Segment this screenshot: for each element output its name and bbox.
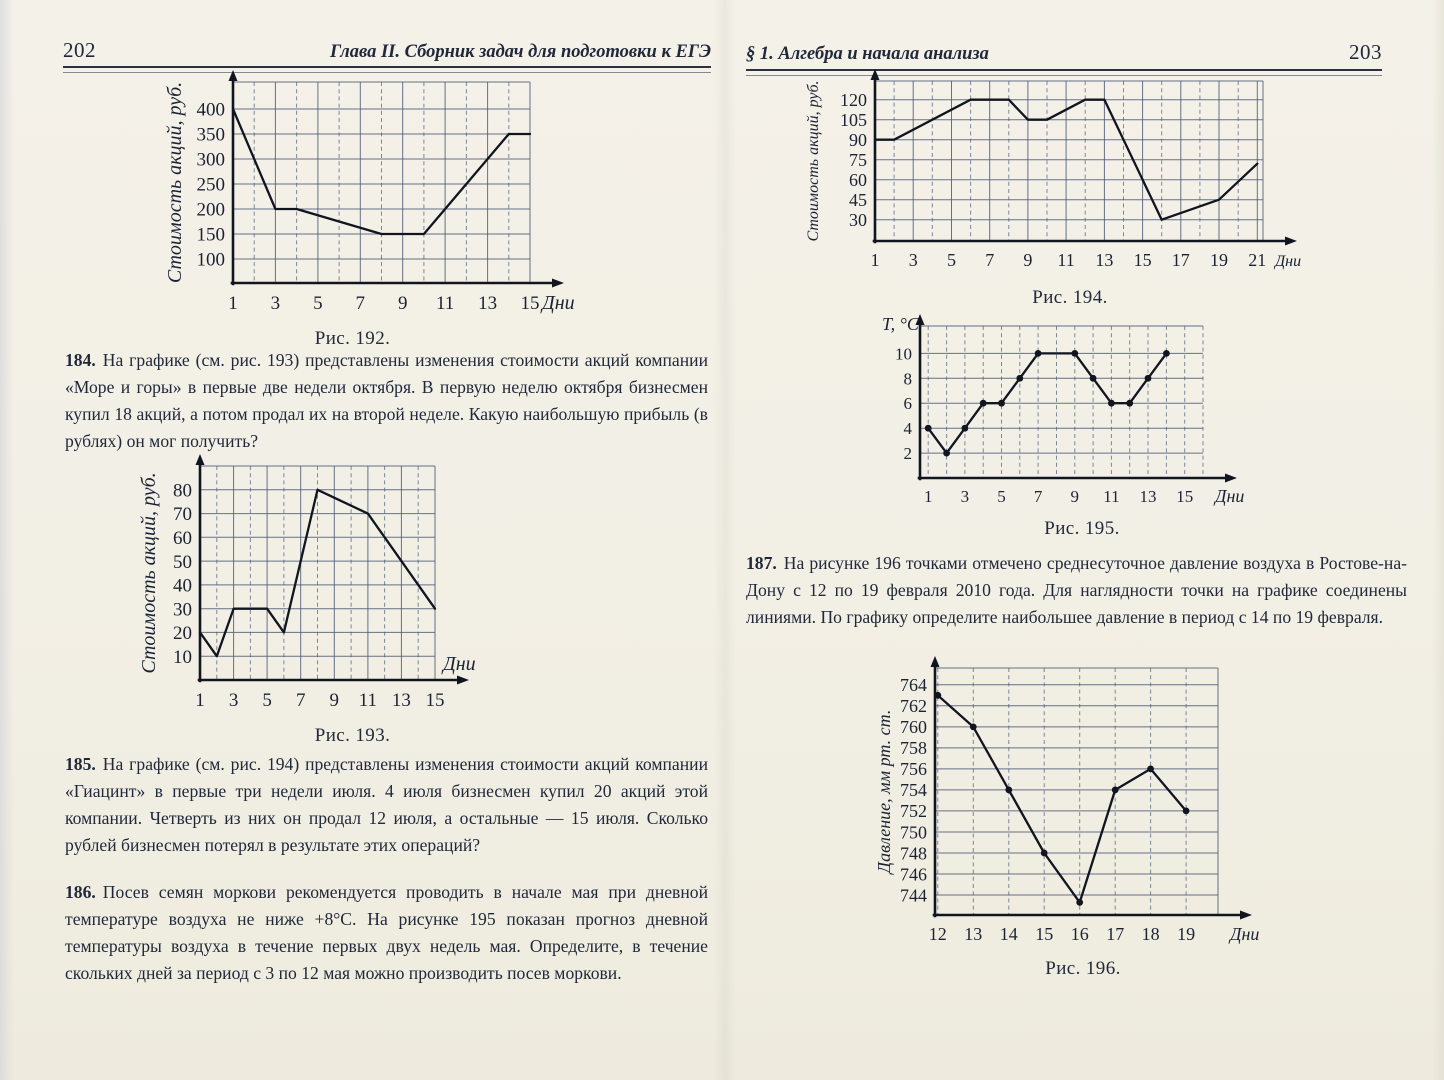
svg-text:Стоимость акций, руб.: Стоимость акций, руб. — [138, 472, 160, 674]
svg-text:1: 1 — [870, 250, 880, 270]
right-page-header — [746, 40, 1382, 65]
svg-text:13: 13 — [1139, 487, 1157, 506]
right-running-title: § 1. Алгебра и начала анализа — [746, 44, 989, 64]
svg-text:7: 7 — [1033, 487, 1043, 506]
svg-text:150: 150 — [196, 224, 225, 246]
fig192-line-chart — [115, 64, 590, 322]
problem-185-text: На графике (см. рис. 194) представлены изменения стоимости акций компании «Гиацинт» в первые три недели июля. 4 июля бизнесмен купил 20 акций этой компании. Четверть из них он продал 12 июля, а остальные — 15 июля. Сколько рублей бизнесмен потерял в результате этих операций? — [65, 754, 708, 855]
page-gutter-shadow — [714, 0, 736, 1080]
svg-text:21: 21 — [1248, 250, 1267, 270]
svg-text:10: 10 — [173, 646, 192, 668]
svg-text:50: 50 — [173, 551, 192, 573]
svg-text:15: 15 — [520, 293, 540, 314]
svg-text:11: 11 — [358, 690, 378, 711]
problem-187-number: 187. — [746, 553, 777, 573]
svg-text:16: 16 — [1070, 924, 1089, 944]
svg-text:762: 762 — [900, 696, 927, 717]
svg-text:1: 1 — [923, 487, 933, 506]
left-page-number: 202 — [63, 38, 96, 62]
svg-text:Стоимость акций, руб.: Стоимость акций, руб. — [164, 81, 186, 284]
svg-text:13: 13 — [964, 924, 983, 944]
svg-text:7: 7 — [985, 250, 995, 270]
svg-text:5: 5 — [947, 250, 956, 270]
svg-text:3: 3 — [960, 487, 970, 506]
svg-text:756: 756 — [900, 759, 927, 780]
svg-text:Дни: Дни — [443, 653, 476, 675]
svg-text:3: 3 — [270, 293, 281, 314]
svg-text:18: 18 — [1141, 924, 1160, 944]
svg-text:758: 758 — [900, 738, 927, 759]
svg-text:60: 60 — [173, 528, 192, 549]
svg-text:Давление, мм рт. ст.: Давление, мм рт. ст. — [874, 709, 894, 874]
svg-text:300: 300 — [196, 149, 225, 171]
right-page-number: 203 — [1349, 40, 1382, 64]
left-running-title: Глава II. Сборник задач для подготовки к ЕГЭ — [330, 42, 711, 62]
svg-text:11: 11 — [1103, 487, 1120, 506]
svg-text:T, °C: T, °C — [882, 314, 919, 334]
left-page-header — [63, 38, 711, 63]
svg-text:40: 40 — [173, 575, 192, 597]
svg-text:19: 19 — [1177, 924, 1196, 944]
problem-186-number: 186. — [65, 882, 96, 902]
svg-text:14: 14 — [999, 924, 1018, 944]
svg-text:5: 5 — [262, 690, 272, 711]
svg-text:Дни: Дни — [542, 292, 575, 314]
svg-text:30: 30 — [173, 599, 192, 621]
svg-text:7: 7 — [355, 293, 366, 314]
svg-text:9: 9 — [397, 293, 408, 314]
svg-text:15: 15 — [1133, 250, 1152, 270]
problem-184-text: На графике (см. рис. 193) представлены изменения стоимости акций компании «Море и горы» в первые две недели октября. В первую неделю октября бизнесмен купил 18 акций, а потом продал их на второй неделе. Какую наибольшую прибыль (в рублях) он мог получить? — [65, 350, 708, 451]
svg-text:80: 80 — [173, 480, 192, 502]
fig195-line-chart — [872, 310, 1292, 516]
problem-187-text: На рисунке 196 точками отмечено среднесуточное давление воздуха в Ростове-на-Дону с 12 по 19 февраля 2010 года. Для наглядности точки на графике соединены линиями. По графику определите наибольшее давление в период с 14 по 19 февраля. — [746, 553, 1407, 627]
svg-text:760: 760 — [900, 717, 927, 738]
figure-193 — [115, 452, 590, 747]
svg-text:764: 764 — [900, 675, 927, 696]
fig192-caption: Рис. 192. — [314, 328, 391, 349]
fig194-caption: Рис. 194. — [1032, 287, 1108, 308]
svg-text:13: 13 — [1095, 250, 1114, 270]
svg-text:1: 1 — [195, 690, 205, 711]
fig193-line-chart — [115, 452, 590, 724]
problem-184-number: 184. — [65, 350, 96, 370]
svg-text:70: 70 — [173, 504, 192, 526]
problem-184 — [65, 347, 708, 455]
svg-text:15: 15 — [1176, 487, 1194, 506]
svg-text:Стоимость акций, руб.: Стоимость акций, руб. — [805, 80, 822, 242]
svg-text:754: 754 — [900, 780, 927, 801]
svg-text:9: 9 — [1070, 487, 1080, 506]
problem-186 — [65, 879, 708, 987]
svg-text:20: 20 — [173, 623, 192, 645]
svg-text:1: 1 — [228, 293, 238, 314]
svg-text:105: 105 — [840, 110, 867, 130]
svg-text:7: 7 — [295, 690, 306, 711]
svg-text:10: 10 — [895, 344, 912, 364]
svg-text:752: 752 — [900, 801, 927, 822]
svg-text:200: 200 — [196, 199, 225, 221]
svg-text:5: 5 — [313, 293, 323, 314]
svg-text:6: 6 — [903, 394, 912, 414]
svg-text:15: 15 — [425, 690, 445, 711]
problem-187 — [746, 550, 1407, 631]
svg-text:250: 250 — [196, 174, 225, 196]
svg-text:Дни: Дни — [1230, 924, 1260, 944]
figure-195 — [872, 310, 1292, 540]
svg-text:12: 12 — [928, 924, 947, 944]
svg-text:350: 350 — [196, 124, 225, 146]
svg-text:17: 17 — [1171, 250, 1190, 270]
svg-text:748: 748 — [900, 843, 927, 864]
svg-text:Дни: Дни — [1215, 486, 1245, 506]
svg-text:3: 3 — [228, 690, 239, 711]
svg-text:750: 750 — [900, 822, 927, 843]
figure-194 — [760, 64, 1380, 309]
svg-text:13: 13 — [391, 690, 411, 711]
fig194-line-chart — [760, 64, 1380, 281]
svg-text:11: 11 — [1057, 250, 1075, 270]
svg-text:120: 120 — [840, 90, 867, 110]
svg-text:400: 400 — [196, 99, 225, 121]
svg-text:30: 30 — [849, 210, 867, 230]
svg-text:746: 746 — [900, 864, 927, 885]
svg-text:5: 5 — [997, 487, 1006, 506]
svg-text:100: 100 — [196, 249, 225, 271]
problem-186-text: Посев семян моркови рекомендуется проводить в начале мая при дневной температуре воздуха не ниже +8°C. На рисунке 195 показан прогноз дневной температуры воздуха в течение первых двух недель мая. Определите, в течение скольких дней за период с 3 по 12 мая можно производить посев моркови. — [65, 882, 708, 983]
svg-text:75: 75 — [849, 150, 867, 170]
figure-192 — [115, 64, 590, 350]
svg-text:3: 3 — [908, 250, 918, 270]
svg-text:13: 13 — [478, 293, 498, 314]
svg-text:9: 9 — [329, 690, 340, 711]
svg-text:9: 9 — [1023, 250, 1033, 270]
svg-text:Дни: Дни — [1275, 253, 1302, 270]
svg-text:4: 4 — [903, 419, 912, 439]
svg-text:17: 17 — [1106, 924, 1125, 944]
fig196-line-chart — [868, 656, 1298, 958]
svg-text:2: 2 — [903, 444, 912, 463]
fig196-caption: Рис. 196. — [1045, 958, 1121, 979]
svg-text:744: 744 — [900, 885, 927, 906]
svg-text:11: 11 — [435, 293, 455, 314]
svg-text:45: 45 — [849, 190, 867, 210]
fig195-caption: Рис. 195. — [1044, 518, 1120, 539]
problem-185-number: 185. — [65, 754, 96, 774]
fig193-caption: Рис. 193. — [314, 725, 391, 746]
svg-text:60: 60 — [849, 170, 867, 190]
svg-text:8: 8 — [903, 369, 912, 389]
figure-196 — [868, 656, 1298, 980]
problem-185 — [65, 751, 708, 859]
svg-text:19: 19 — [1210, 250, 1228, 270]
svg-text:90: 90 — [849, 130, 867, 150]
svg-text:15: 15 — [1035, 924, 1054, 944]
